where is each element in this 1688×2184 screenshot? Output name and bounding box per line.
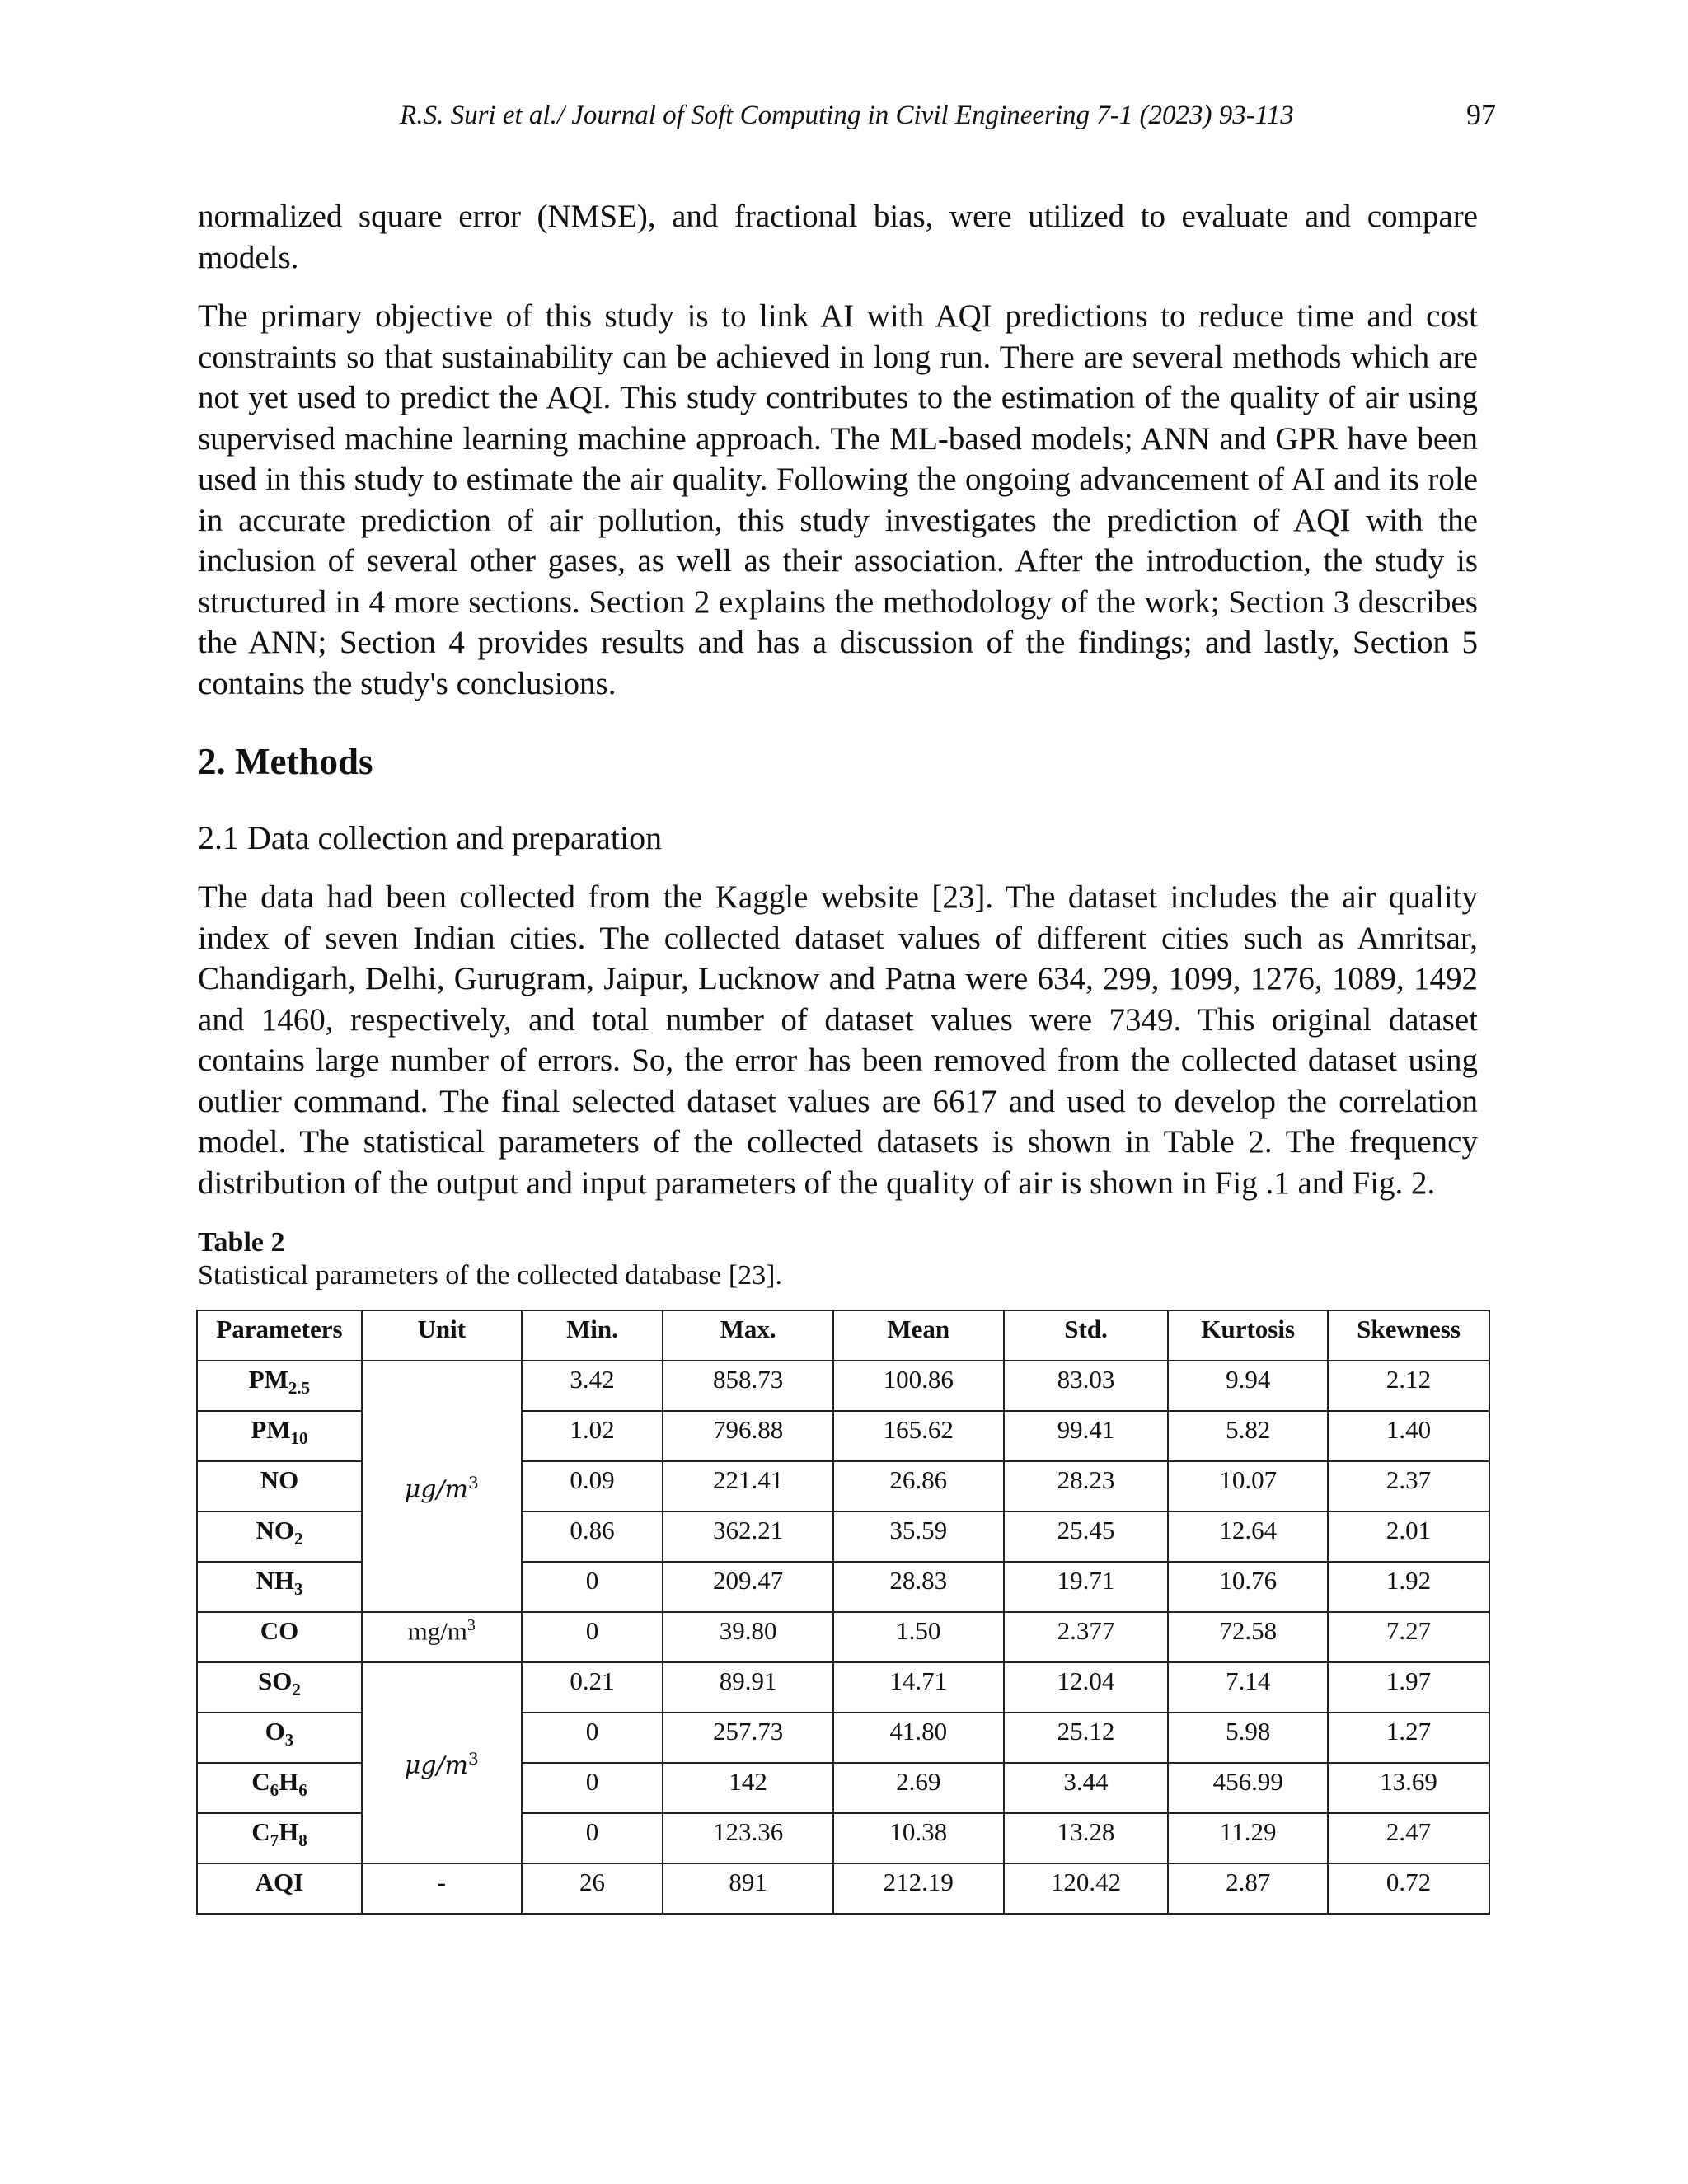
subsection-heading: 2.1 Data collection and preparation [198,819,663,856]
value-cell: 2.37 [1328,1461,1489,1511]
value-cell: 10.07 [1168,1461,1328,1511]
value-cell: 41.80 [833,1713,1004,1763]
unit-cell: $mg/m^3$ [362,1612,522,1662]
parameter-cell: $NH_3$ [197,1562,362,1612]
table-row [197,1361,1489,1411]
column-header: Parameters [197,1310,362,1361]
value-cell: 13.69 [1328,1763,1489,1813]
value-cell: 362.21 [663,1511,833,1562]
value-cell: 1.97 [1328,1662,1489,1713]
value-cell: 39.80 [663,1612,833,1662]
value-cell: 0.09 [522,1461,663,1511]
value-cell: 7.27 [1328,1612,1489,1662]
value-cell: 212.19 [833,1863,1004,1914]
column-header: Kurtosis [1168,1310,1328,1361]
value-cell: 5.98 [1168,1713,1328,1763]
value-cell: 83.03 [1004,1361,1169,1411]
value-cell: 3.44 [1004,1763,1169,1813]
value-cell: 3.42 [522,1361,663,1411]
unit-cell: - [362,1863,522,1914]
value-cell: 1.50 [833,1612,1004,1662]
parameter-cell: $O_3$ [197,1713,362,1763]
table-row [197,1612,1489,1662]
table-header-row [197,1310,1489,1361]
value-cell: 35.59 [833,1511,1004,1562]
column-header: Unit [362,1310,522,1361]
parameter-cell: AQI [197,1863,362,1914]
value-cell: 99.41 [1004,1411,1169,1461]
value-cell: 858.73 [663,1361,833,1411]
value-cell: 0 [522,1763,663,1813]
parameter-cell: $SO_2$ [197,1662,362,1713]
value-cell: 1.02 [522,1411,663,1461]
value-cell: 209.47 [663,1562,833,1612]
table-row [197,1863,1489,1914]
table-row [197,1662,1489,1713]
section-heading: 2. Methods [198,741,373,782]
parameter-cell: $PM_{10}$ [197,1411,362,1461]
value-cell: 5.82 [1168,1411,1328,1461]
value-cell: 26 [522,1863,663,1914]
value-cell: 123.36 [663,1813,833,1863]
value-cell: 2.12 [1328,1361,1489,1411]
value-cell: 28.83 [833,1562,1004,1612]
parameter-cell: NO [197,1461,362,1511]
value-cell: 100.86 [833,1361,1004,1411]
value-cell: 257.73 [663,1713,833,1763]
parameter-cell: $NO_2$ [197,1511,362,1562]
unit-cell: $\mu g/m^3$ [362,1662,522,1863]
value-cell: 0 [522,1612,663,1662]
value-cell: 7.14 [1168,1662,1328,1713]
value-cell: 165.62 [833,1411,1004,1461]
value-cell: 2.47 [1328,1813,1489,1863]
value-cell: 11.29 [1168,1813,1328,1863]
value-cell: 0 [522,1713,663,1763]
value-cell: 142 [663,1763,833,1813]
value-cell: 89.91 [663,1662,833,1713]
running-header [198,97,1496,138]
value-cell: 13.28 [1004,1813,1169,1863]
value-cell: 9.94 [1168,1361,1328,1411]
parameter-cell: $C_7H_8$ [197,1813,362,1863]
value-cell: 25.45 [1004,1511,1169,1562]
value-cell: 2.69 [833,1763,1004,1813]
value-cell: 0.86 [522,1511,663,1562]
value-cell: 14.71 [833,1662,1004,1713]
paragraph-1: normalized square error (NMSE), and fractional bias, were utilized to evaluate and compare models. [198,199,1478,275]
column-header: Mean [833,1310,1004,1361]
value-cell: 1.40 [1328,1411,1489,1461]
paragraph-2: The primary objective of this study is to link AI with AQI predictions to reduce time and cost constraints so that sustainability can be achieved in long run. There are several methods which are not yet used to predict the AQI. This study contributes to the estimation of the quality of air using supervised machine learning machine approach. The ML-based models; ANN and GPR have been used in this study to estimate the air quality. Following the ongoing advancement of AI and its role in accurate prediction of air pollution, this study investigates the prediction of AQI with the inclusion of several other gases, as well as their association. After the introduction, the study is structured in 4 more sections. Section 2 explains the methodology of the work; Section 3 describes the ANN; Section 4 provides results and has a discussion of the findings; and lastly, Section 5 contains the study's conclusions. [198,298,1478,701]
value-cell: 12.64 [1168,1511,1328,1562]
value-cell: 796.88 [663,1411,833,1461]
value-cell: 1.27 [1328,1713,1489,1763]
value-cell: 0.21 [522,1662,663,1713]
column-header: Skewness [1328,1310,1489,1361]
paragraph-3: The data had been collected from the Kaggle website [23]. The dataset includes the air quality index of seven Indian cities. The collected dataset values of different cities such as Amritsar, Chandigarh, Delhi, Gurugram, Jaipur, Lucknow and Patna were 634, 299, 1099, 1276, 1089, 1492 and 1460, respectively, and total number of dataset values were 7349. This original dataset contains large number of errors. So, the error has been removed from the collected dataset using outlier command. The final selected dataset values are 6617 and used to develop the correlation model. The statistical parameters of the collected datasets is shown in Table 2. The frequency distribution of the output and input parameters of the quality of air is shown in Fig .1 and Fig. 2. [198,879,1478,1201]
value-cell: 0 [522,1813,663,1863]
table-label: Table 2 [198,1227,285,1258]
statistics-table [196,1310,1490,1915]
value-cell: 2.87 [1168,1863,1328,1914]
value-cell: 19.71 [1004,1562,1169,1612]
value-cell: 456.99 [1168,1763,1328,1813]
value-cell: 25.12 [1004,1713,1169,1763]
value-cell: 10.38 [833,1813,1004,1863]
value-cell: 28.23 [1004,1461,1169,1511]
table-caption: Statistical parameters of the collected database [23]. [198,1260,782,1291]
parameter-cell: CO [197,1612,362,1662]
column-header: Min. [522,1310,663,1361]
value-cell: 221.41 [663,1461,833,1511]
column-header: Max. [663,1310,833,1361]
value-cell: 26.86 [833,1461,1004,1511]
journal-citation: R.S. Suri et al./ Journal of Soft Computing in Civil Engineering 7-1 (2023) 93-113 [400,101,1294,130]
value-cell: 0 [522,1562,663,1612]
value-cell: 1.92 [1328,1562,1489,1612]
value-cell: 12.04 [1004,1662,1169,1713]
article-body [198,196,1478,1292]
value-cell: 10.76 [1168,1562,1328,1612]
column-header: Std. [1004,1310,1169,1361]
value-cell: 120.42 [1004,1863,1169,1914]
parameter-cell: $C_6H_6$ [197,1763,362,1813]
page-number: 97 [1466,98,1496,131]
value-cell: 72.58 [1168,1612,1328,1662]
value-cell: 0.72 [1328,1863,1489,1914]
value-cell: 2.377 [1004,1612,1169,1662]
parameter-cell: $PM_{2.5}$ [197,1361,362,1411]
value-cell: 2.01 [1328,1511,1489,1562]
value-cell: 891 [663,1863,833,1914]
unit-cell: $\mu g/m^3$ [362,1361,522,1612]
